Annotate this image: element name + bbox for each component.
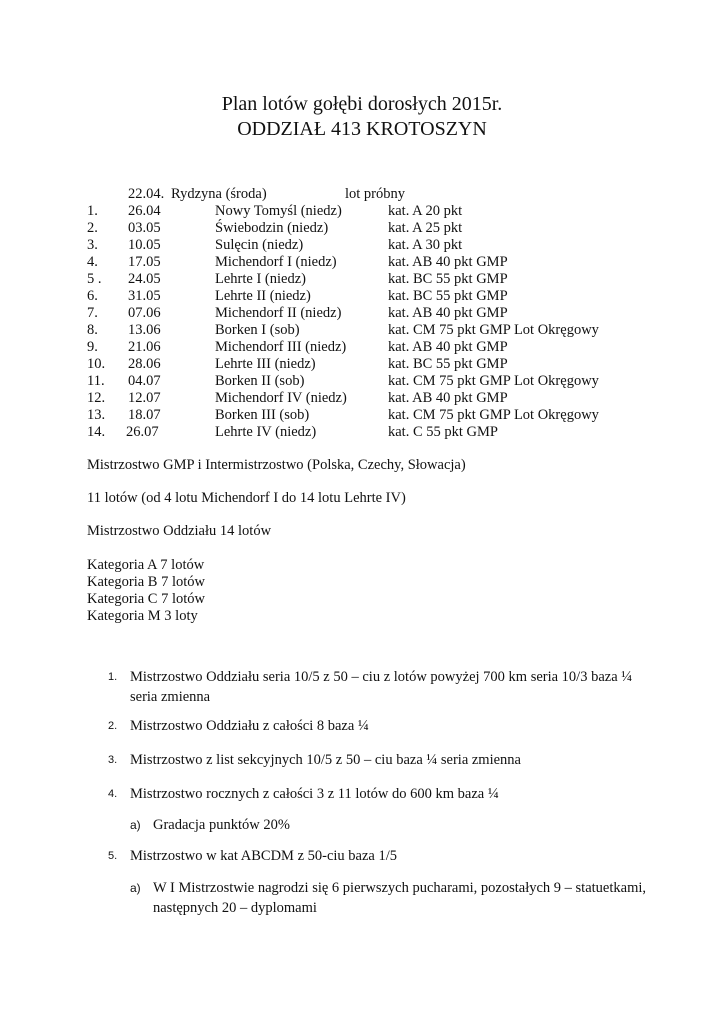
row-category: kat. BC 55 pkt GMP (388, 288, 508, 304)
schedule-row (87, 424, 687, 441)
row-date: 21.06 (128, 339, 161, 355)
rule-item (108, 667, 650, 707)
rule-item (108, 846, 650, 866)
schedule-row (87, 390, 687, 407)
category-item: Kategoria A 7 lotów (87, 557, 205, 573)
rule-text: Mistrzostwo Oddziału z całości 8 baza ¼ (130, 718, 369, 734)
rule-number: 2. (108, 720, 118, 732)
row-category: kat. A 25 pkt (388, 220, 463, 236)
schedule-row (87, 254, 687, 271)
schedule-row (87, 305, 687, 322)
row-category: kat. CM 75 pkt GMP Lot Okręgowy (388, 322, 599, 338)
schedule-row (87, 356, 687, 373)
subrule-item (130, 815, 648, 835)
row-place: Michendorf IV (niedz) (215, 390, 347, 406)
row-date: 28.06 (128, 356, 161, 372)
row-place: Świebodzin (niedz) (215, 220, 329, 236)
row-date: 26.07 (126, 424, 159, 440)
rule-text: Mistrzostwo w kat ABCDM z 50-ciu baza 1/5 (130, 848, 398, 864)
row-place: Borken III (sob) (215, 407, 310, 423)
rule-text: Mistrzostwo z list sekcyjnych 10/5 z 50 – ciu baza ¼ seria zmienna (130, 752, 521, 768)
schedule-row (87, 407, 687, 424)
row-date: 24.05 (128, 271, 161, 287)
row-number: 4. (87, 254, 98, 270)
row-number: 7. (87, 305, 98, 321)
category-item: Kategoria M 3 loty (87, 608, 198, 624)
schedule-row (87, 186, 687, 203)
category-item: Kategoria B 7 lotów (87, 574, 205, 590)
row-date: 26.04 (128, 203, 161, 219)
subrule-letter: a) (130, 881, 141, 895)
row-date: 04.07 (128, 373, 161, 389)
subrule-text: Gradacja punktów 20% (153, 817, 290, 833)
row-place: Michendorf III (niedz) (215, 339, 347, 355)
row-place: Borken II (sob) (215, 373, 305, 389)
row-category: kat. AB 40 pkt GMP (388, 339, 508, 355)
rule-number: 1. (108, 671, 118, 683)
row-category: kat. CM 75 pkt GMP Lot Okręgowy (388, 373, 599, 389)
schedule-row (87, 220, 687, 237)
row-category: kat. AB 40 pkt GMP (388, 305, 508, 321)
row-date: 17.05 (128, 254, 161, 270)
rule-number: 4. (108, 788, 118, 800)
subrule-item (130, 878, 648, 918)
rule-item (108, 784, 650, 804)
document-subtitle: ODDZIAŁ 413 KROTOSZYN (237, 118, 487, 140)
row-place: Borken I (sob) (215, 322, 300, 338)
category-item: Kategoria C 7 lotów (87, 591, 205, 607)
row-category: kat. BC 55 pkt GMP (388, 356, 508, 372)
row-date: 10.05 (128, 237, 161, 253)
schedule-row (87, 288, 687, 305)
row-category: kat. AB 40 pkt GMP (388, 254, 508, 270)
row-date: 22.04. (128, 186, 165, 202)
row-number: 13. (87, 407, 106, 423)
schedule-row (87, 203, 687, 220)
branch-championship-text: Mistrzostwo Oddziału 14 lotów (87, 523, 272, 539)
row-place: Lehrte I (niedz) (215, 271, 306, 287)
rule-text: Mistrzostwo rocznych z całości 3 z 11 lotów do 600 km baza ¼ (130, 786, 499, 802)
row-number: 14. (87, 424, 106, 440)
schedule-row (87, 322, 687, 339)
row-number: 2. (87, 220, 98, 236)
row-number: 10. (87, 356, 106, 372)
row-category: kat. BC 55 pkt GMP (388, 271, 508, 287)
row-number: 6. (87, 288, 98, 304)
row-date: 18.07 (128, 407, 161, 423)
rule-text: Mistrzostwo Oddziału seria 10/5 z 50 – ciu z lotów powyżej 700 km seria 10/3 baza ¼ seria zmienna (130, 669, 633, 705)
row-category: kat. CM 75 pkt GMP Lot Okręgowy (388, 407, 599, 423)
row-place: Lehrte II (niedz) (215, 288, 311, 304)
row-number: 12. (87, 390, 106, 406)
gmp-championship-text: Mistrzostwo GMP i Intermistrzostwo (Polska, Czechy, Słowacja) (87, 457, 466, 473)
row-date: 13.06 (128, 322, 161, 338)
row-number: 5 . (87, 271, 102, 287)
row-category: lot próbny (345, 186, 406, 202)
row-category: kat. AB 40 pkt GMP (388, 390, 508, 406)
rule-number: 5. (108, 850, 118, 862)
row-date: 03.05 (128, 220, 161, 236)
schedule-row (87, 237, 687, 254)
row-place: Lehrte IV (niedz) (215, 424, 317, 440)
rule-item (108, 716, 650, 736)
row-number: 9. (87, 339, 98, 355)
row-date: 12.07 (128, 390, 161, 406)
row-number: 11. (87, 373, 105, 389)
row-place: Michendorf II (niedz) (215, 305, 342, 321)
row-category: kat. A 20 pkt (388, 203, 463, 219)
row-date: 31.05 (128, 288, 161, 304)
row-number: 8. (87, 322, 98, 338)
row-date: 07.06 (128, 305, 161, 321)
row-category: kat. C 55 pkt GMP (388, 424, 498, 440)
row-place: Nowy Tomyśl (niedz) (215, 203, 342, 219)
row-category: kat. A 30 pkt (388, 237, 463, 253)
flights-count-text: 11 lotów (od 4 lotu Michendorf I do 14 lotu Lehrte IV) (87, 490, 406, 506)
subrule-letter: a) (130, 818, 141, 832)
schedule-row (87, 339, 687, 356)
subrule-text: W I Mistrzostwie nagrodzi się 6 pierwszych pucharami, pozostałych 9 – statuetkami, następnych 20 – dyplomami (153, 880, 646, 916)
row-place: Sulęcin (niedz) (215, 237, 304, 253)
row-number: 3. (87, 237, 98, 253)
schedule-row (87, 271, 687, 288)
schedule-row (87, 373, 687, 390)
rule-number: 3. (108, 754, 118, 766)
row-number: 1. (87, 203, 98, 219)
row-place: Rydzyna (środa) (171, 186, 267, 202)
row-place: Michendorf I (niedz) (215, 254, 337, 270)
flight-schedule (87, 186, 687, 441)
rule-item (108, 750, 650, 770)
document-title: Plan lotów gołębi dorosłych 2015r. (221, 93, 503, 115)
category-list (87, 557, 205, 625)
row-place: Lehrte III (niedz) (215, 356, 316, 372)
